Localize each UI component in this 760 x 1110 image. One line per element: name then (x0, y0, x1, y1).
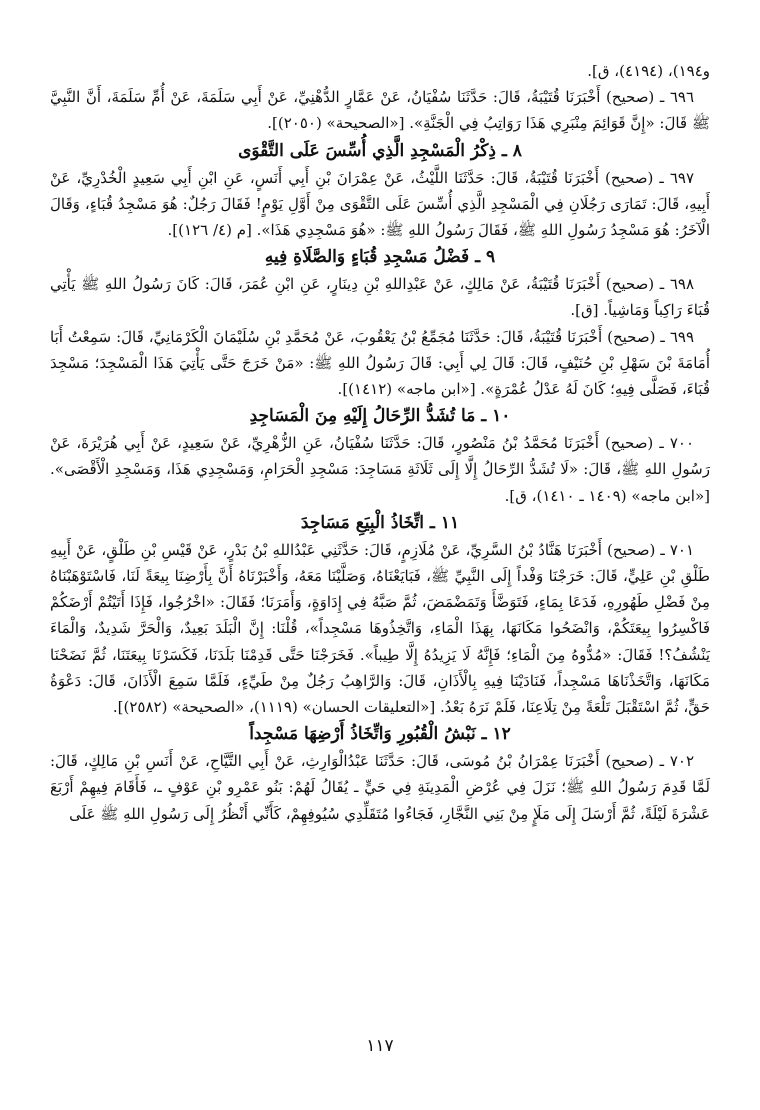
section-heading-10: ١٠ ـ مَا تُشَدُّ الرِّحَالُ إِلَيْهِ مِنَ الْمَسَاجِدِ (249, 406, 511, 427)
page-number: ١١٧ (366, 1036, 394, 1056)
continuation-line: و١٩٤)، (٤١٩٤)، ق]. (587, 62, 710, 80)
hadith-701: ٧٠١ ـ (صحيح) أَخْبَرَنَا هَنَّادُ بْنُ السَّرِيِّ، عَنْ مُلَازِمٍ، قَالَ: حَدَّثَنِي عَبْدُاللهِ بْنُ بَدْرٍ، عَنْ قَيْسِ بْنِ طَلْقٍ، عَنْ أَبِيهِ طَلْقِ بْنِ عَلِيٍّ، قَالَ: خَرَجْنَا وَفْداً إِلَى النَّبِيِّ ﷺ، فَبَايَعْنَاهُ، وَصَلَّيْنَا مَعَهُ، وَأَخْبَرْنَاهُ أَنَّ بِأَرْضِنَا بِيعَةً لَنَا، فَاسْتَوْهَبْنَاهُ مِنْ فَضْلِ طَهُورِهِ، فَدَعَا بِمَاءٍ، فَتَوَضَّأَ وَتَمَضْمَضَ، ثُمَّ صَبَّهُ فِي إِدَاوَةٍ، وَأَمَرَنَا؛ فَقَالَ: «اخْرُجُوا، فَإِذَا أَتَيْتُمْ أَرْضَكُمْ فَاكْسِرُوا بِيعَتَكُمْ، وَانْضَحُوا مَكَانَهَا، بِهَذَا الْمَاءِ، وَاتَّخِذُوهَا مَسْجِداً»، قُلْنَا: إِنَّ الْبَلَدَ بَعِيدٌ، وَالْحَرَّ شَدِيدٌ، وَالْمَاءَ يَنْشُفُ؟! فَقَالَ: «مُدُّوهُ مِنَ الْمَاءِ؛ فَإِنَّهُ لَا يَزِيدُهُ إِلَّا طِيباً». فَخَرَجْنَا حَتَّى قَدِمْنَا بَلَدَنَا، فَكَسَرْنَا بِيعَتَنَا، ثُمَّ نَضَحْنَا مَكَانَهَا، وَاتَّخَذْنَاهَا مَسْجِداً، فَنَادَيْنَا فِيهِ بِالْأَذَانِ، قَالَ: وَالرَّاهِبُ رَجُلٌ مِنْ طَيِّءٍ، فَلَمَّا سَمِعَ الْأَذَانَ، قَالَ: دَعْوَةُ حَقٍّ، ثُمَّ اسْتَقْبَلَ تَلْعَةً مِنْ تِلَاعِنَا، فَلَمْ نَرَهُ بَعْدُ. [«التعليقات الحسان» (١١١٩)، «الصحيحة» (٢٥٨٢)]. (50, 540, 710, 717)
section-heading-9: ٩ ـ فَضْلُ مَسْجِدِ قُبَاءٍ وَالصَّلَاةِ فِيهِ (264, 247, 496, 268)
hadith-702: ٧٠٢ ـ (صحيح) أَخْبَرَنَا عِمْرَانُ بْنُ مُوسَى، قَالَ: حَدَّثَنَا عَبْدُالْوَارِثِ، عَنْ أَبِي التَّيَّاحِ، عَنْ أَنَسِ بْنِ مَالِكٍ، قَالَ: لَمَّا قَدِمَ رَسُولُ اللهِ ﷺ؛ نَزَلَ فِي عُرْضِ الْمَدِينَةِ فِي حَيٍّ ـ يُقَالُ لَهُمْ: بَنُو عَمْرِو بْنِ عَوْفٍ ـ، فَأَقَامَ فِيهِمْ أَرْبَعَ عَشْرَةَ لَيْلَةً، ثُمَّ أَرْسَلَ إِلَى مَلَإٍ مِنْ بَنِي النَّجَّارِ، فَجَاءُوا مُتَقَلِّدِي سُيُوفِهِمْ، كَأَنِّي أَنْظُرُ إِلَى رَسُولِ اللهِ ﷺ عَلَى (50, 752, 710, 823)
section-heading-12: ١٢ ـ نَبْشُ الْقُبُورِ وَاتِّخَاذُ أَرْضِهَا مَسْجِداً (249, 724, 511, 745)
section-heading-8: ٨ ـ ذِكْرُ الْمَسْجِدِ الَّذِي أُسِّسَ عَلَى التَّقْوَى (238, 140, 522, 161)
section-heading-11: ١١ ـ اتِّخَاذُ الْبِيَعِ مَسَاجِدَ (300, 512, 460, 533)
page-body (50, 58, 710, 827)
hadith-697: ٦٩٧ ـ (صحيح) أَخْبَرَنَا قُتَيْبَةُ، قَالَ: حَدَّثَنَا اللَّيْثُ، عَنْ عِمْرَانَ بْنِ أَبِي أَنَسٍ، عَنِ ابْنِ أَبِي سَعِيدٍ الْخُدْرِيِّ، عَنْ أَبِيهِ، قَالَ: تَمَارَى رَجُلَانِ فِي الْمَسْجِدِ الَّذِي أُسِّسَ عَلَى التَّقْوَى مِنْ أَوَّلِ يَوْمٍ! فَقَالَ رَجُلٌ: هُوَ مَسْجِدُ قُبَاءٍ، وَقَالَ الْآخَرُ: هُوَ مَسْجِدُ رَسُولِ اللهِ ﷺ، فَقَالَ رَسُولُ اللهِ ﷺ: «هُوَ مَسْجِدِي هَذَا». [م (٤/ ١٢٦)]. (50, 168, 710, 240)
hadith-696: ٦٩٦ ـ (صحيح) أَخْبَرَنَا قُتَيْبَةُ، قَالَ: حَدَّثَنَا سُفْيَانُ، عَنْ عَمَّارٍ الدُّهْنِيِّ، عَنْ أَبِي سَلَمَةَ، عَنْ أُمِّ سَلَمَةَ، أَنَّ النَّبِيَّ ﷺ قَالَ: «إِنَّ قَوَائِمَ مِنْبَرِي هَذَا رَوَاتِبُ فِي الْجَنَّةِ». [«الصحيحة» (٢٠٥٠)]. (50, 88, 710, 133)
hadith-698: ٦٩٨ ـ (صحيح) أَخْبَرَنَا قُتَيْبَةُ، عَنْ مَالِكٍ، عَنْ عَبْدِاللهِ بْنِ دِينَارٍ، عَنِ ابْنِ عُمَرَ، قَالَ: كَانَ رَسُولُ اللهِ ﷺ يَأْتِي قُبَاءَ رَاكِباً وَمَاشِياً. [ق]. (50, 275, 710, 320)
hadith-699: ٦٩٩ ـ (صحيح) أَخْبَرَنَا قُتَيْبَةُ، قَالَ: حَدَّثَنَا مُجَمِّعُ بْنُ يَعْقُوبَ، عَنْ مُحَمَّدِ بْنِ سُلَيْمَانَ الْكَرْمَانِيِّ، قَالَ: سَمِعْتُ أَبَا أُمَامَةَ بْنَ سَهْلِ بْنِ حُنَيْفٍ، قَالَ: قَالَ لِي أَبِي: قَالَ رَسُولُ اللهِ ﷺ: «مَنْ خَرَجَ حَتَّى يَأْتِيَ هَذَا الْمَسْجِدَ؛ مَسْجِدَ قُبَاءَ، فَصَلَّى فِيهِ؛ كَانَ لَهُ عَدْلُ عُمْرَةٍ». [«ابن ماجه» (١٤١٢)]. (50, 327, 710, 399)
hadith-700: ٧٠٠ ـ (صحيح) أَخْبَرَنَا مُحَمَّدُ بْنُ مَنْصُورٍ، قَالَ: حَدَّثَنَا سُفْيَانُ، عَنِ الزُّهْرِيِّ، عَنْ سَعِيدٍ، عَنْ أَبِي هُرَيْرَةَ، عَنْ رَسُولِ اللهِ ﷺ، قَالَ: «لَا تُشَدُّ الرِّحَالُ إِلَّا إِلَى ثَلَاثَةِ مَسَاجِدَ: مَسْجِدِ الْحَرَامِ، وَمَسْجِدِي هَذَا، وَمَسْجِدِ الْأَقْصَى». [«ابن ماجه» (١٤٠٩ ـ ١٤١٠)، ق]. (50, 434, 710, 505)
